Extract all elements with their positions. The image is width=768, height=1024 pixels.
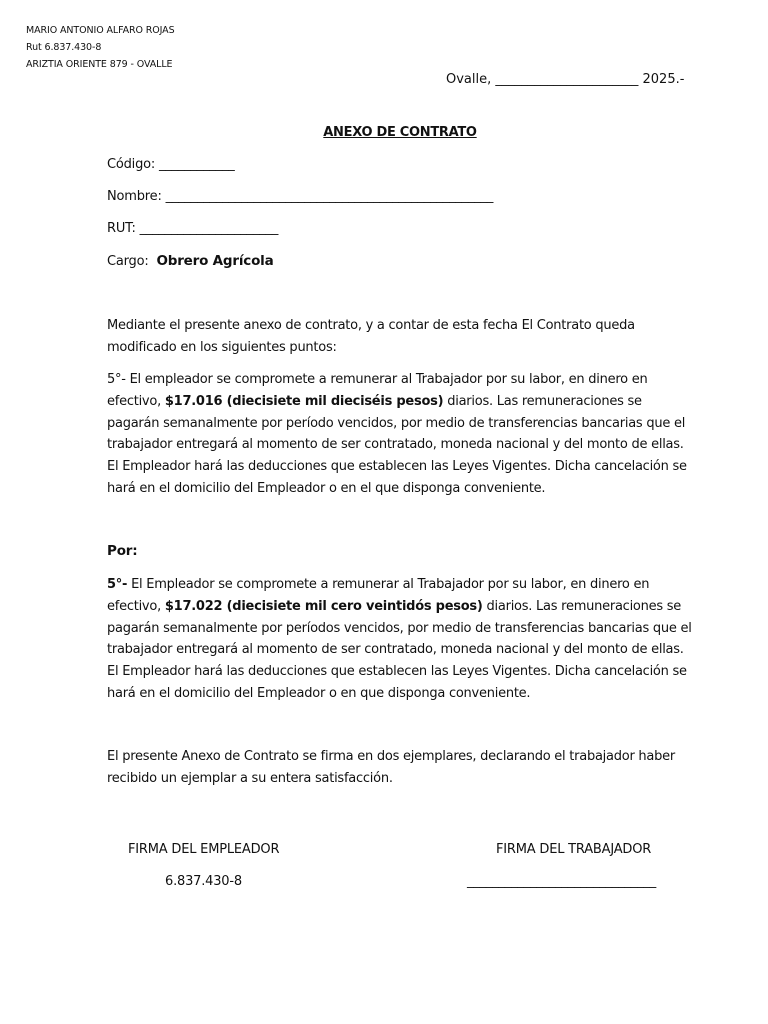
nombre-field: Nombre: ____________________________________________________: [107, 189, 494, 204]
clause-old-suffix: diarios. Las remuneraciones se pagarán semanalmente por período vencidos, por medio de transferencias bancarias que el trabajador entregará al momento de ser contratado, moneda nacional y del monto de ellas. El Empleador hará las deducciones que establecen las Leyes Vigentes. Dicha cancelación se hará en el domicilio del Empleador o en el que disponga conveniente.: [107, 393, 687, 496]
document-title: ANEXO DE CONTRATO: [323, 125, 477, 140]
clause-new-amount: $17.022 (diecisiete mil cero veintidós pesos): [164, 598, 483, 614]
employer-signature-rut: 6.837.430-8: [165, 874, 242, 889]
cargo-label: Cargo:: [107, 254, 149, 269]
por-heading: Por:: [107, 543, 138, 559]
closing-paragraph: El presente Anexo de Contrato se firma en dos ejemplares, declarando el trabajador haber recibido un ejemplar a su entera satisfacción.: [107, 749, 675, 786]
cargo-field: [107, 253, 273, 269]
employer-rut: Rut 6.837.430-8: [26, 42, 102, 53]
clause-new-prefix: El Empleador se compromete a remunerar al Trabajador por su labor, en dinero en efectivo,: [107, 577, 650, 614]
employer-name: MARIO ANTONIO ALFARO ROJAS: [26, 25, 175, 36]
clause-old-prefix: 5°- El empleador se compromete a remunerar al Trabajador por su labor, en dinero en efectivo,: [107, 372, 648, 409]
clause-new: [107, 574, 695, 705]
employer-address: ARIZTIA ORIENTE 879 - OVALLE: [26, 59, 173, 70]
employer-signature-label: FIRMA DEL EMPLEADOR: [128, 842, 280, 857]
worker-signature-label: FIRMA DEL TRABAJADOR: [496, 842, 652, 857]
worker-signature-line: ______________________________: [467, 874, 657, 889]
clause-new-number: 5°-: [107, 577, 128, 592]
clause-old: [107, 369, 695, 500]
clause-new-suffix: diarios. Las remuneraciones se pagarán semanalmente por períodos vencidos, por medio de transferencias bancarias que el trabajador entregará al momento de ser contratado, moneda nacional y del monto de ellas. El Empleador hará las deducciones que establecen las Leyes Vigentes. Dicha cancelación se hará en el domicilio del Empleador o en que disponga conveniente.: [107, 598, 692, 701]
cargo-value: Obrero Agrícola: [156, 253, 274, 269]
intro-paragraph: Mediante el presente anexo de contrato, y a contar de esta fecha El Contrato queda modificado en los siguientes puntos:: [107, 318, 635, 355]
codigo-field: Código: ____________: [107, 157, 235, 172]
rut-field: RUT: ______________________: [107, 221, 279, 236]
clause-old-amount: $17.016 (diecisiete mil dieciséis pesos): [164, 393, 444, 409]
employer-header: [26, 22, 175, 73]
place-date: Ovalle, ______________________ 2025.-: [446, 72, 685, 87]
